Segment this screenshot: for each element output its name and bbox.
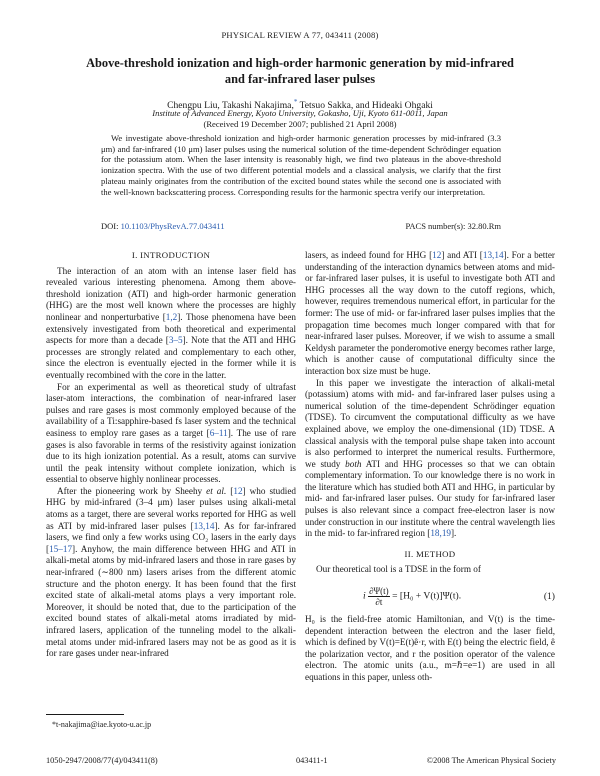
right-column [305, 250, 555, 684]
footer-page-number: 043411-1 [296, 756, 328, 765]
left-column [46, 250, 296, 660]
method-heading: II. METHOD [404, 548, 456, 559]
equation-fraction: $\frac{\partial\Psi(t)}{\partial t}$ [369, 586, 389, 608]
citation-link[interactable]: 1,2 [165, 311, 178, 322]
authors-rest: Tetsuo Sakka, and Hideaki Ohgaki [297, 100, 433, 112]
citation-link[interactable]: 6–11 [209, 427, 228, 438]
footnote-rule [46, 714, 124, 715]
intro-heading: I. INTRODUCTION [131, 250, 211, 260]
running-head: PHYSICAL REVIEW A 77, 043411 (2008) [221, 30, 379, 40]
method-paragraph: H₀ is the field-free atomic Hamiltonian, and V(t) is the time-dependent interaction between the electron and the laser field, which is defined by V(t)=E(t)ê·r, with E(t) being the electric field, ê the polarization vector, and r the position operator of the valence electron. The atomic units (a.u., m=ℏ=e=1) are used in all equations in this paper, unless oth- [305, 614, 555, 682]
title-line-1: Above-threshold ionization and high-order harmonic generation by mid-infrared [86, 56, 514, 70]
citation-link[interactable]: 18,19 [430, 528, 451, 539]
corresponding-author-mark[interactable]: * [293, 98, 298, 106]
abstract: We investigate above-threshold ionization and high-order harmonic generation processes by mid-infrared (3.3 μm) and far-infrared (10 μm) laser pulses using the numerical solution of the time-dependent Schrödinger equation for the potassium atom. When the laser intensity is reasonably high, we find two plateaus in the above-threshold ionization spectra. With the use of two different potential models and a classical analysis, we clarify that the first plateau mainly originates from the contribution of the excited bound states while the second one is associated with the well-known backscattering process. Corresponding results for the harmonic spectra verify our interpretation. [101, 133, 501, 197]
doi-line [101, 221, 501, 232]
footer-copyright: ©2008 The American Physical Society [426, 756, 556, 765]
intro-paragraph-3-continued: lasers, as indeed found for HHG [12] and ATI [13,14]. For a better understanding of the interaction dynamics between atoms and mid- or far-infrared laser pulses, it is useful to investigate both ATI and HHG processes all the way down to the cutoff regions, which, however, requires tremendous numerical effort, in particular for the former: The use of mid- or far-infrared laser pulses implies that the propagation time becomes much longer compared with that for near-infrared laser pulses. Moreover, if we wish to assume a small Keldysh parameter the ponderomotive energy becomes rather large, which is another cause of computational difficulty since the interaction box size must be huge. [305, 250, 555, 376]
affiliation: Institute of Advanced Energy, Kyoto University, Gokasho, Uji, Kyoto 611-0011, Japan [152, 108, 448, 118]
authors-first: Chengpu Liu, Takashi Nakajima, [167, 100, 294, 112]
equation-number: (1) [543, 591, 555, 603]
received-dates: (Received 19 December 2007; published 21 April 2008) [203, 119, 397, 129]
equation-1 [305, 582, 555, 610]
doi-label: DOI: [101, 221, 119, 231]
citation-link[interactable]: 13,14 [193, 520, 215, 531]
citation-link[interactable]: 12 [432, 250, 442, 260]
pacs-numbers: PACS number(s): 32.80.Rm [405, 221, 501, 231]
intro-paragraph-4: In this paper we investigate the interaction of alkali-metal (potassium) atoms with mid- and far-infrared laser pulses using a numerical solution of the time-dependent Schrödinger equation (TDSE). To circumvent the computational difficulty as we have explained above, we employ the one-dimensional (1D) TDSE. A classical analysis with the temporal pulse shape taken into account is also performed to interpret the numerical results. Furthermore, we study both ATI and HHG processes so that we can obtain complementary information. To our knowledge there is no work in the literature which has studied both ATI and HHG, in particular by mid- and far-infrared laser pulses. Our study for far-infrared laser pulses is also relevant since a compact free-electron laser is now under construction in our institute where the central wavelength lies in the mid- to far-infrared region [18,19]. [305, 377, 555, 539]
citation-link[interactable]: 3–5 [168, 335, 183, 346]
equation-body: i $\frac{\partial\Psi(t)}{\partial t}$ = [H₀ + V(t)]Ψ(t). [363, 586, 462, 608]
intro-paragraph-2: For an experimental as well as theoretical study of ultrafast laser-atom interactions, the combination of near-infrared laser pulses and rare gases is most commonly employed because of the availability of a Ti:sapphire-based fs laser system and the technical easiness to employ rare gases as a target [6–11]. The use of rare gases is also favorable in terms of the resistivity against ionization due to its high ionization potential. As a result, atoms can survive until the peak intensity without complete ionization, which is essential to observe highly nonlinear processes. [46, 381, 296, 485]
title-line-2: and far-infrared laser pulses [224, 71, 376, 86]
method-lead: Our theoretical tool is a TDSE in the form of [316, 564, 481, 575]
intro-paragraph-3: After the pioneering work by Sheehy et al. [12] who studied HHG by mid-infrared (3–4 μm) laser pulses using alkali-metal atoms as a target, there are several works reported for HHG as well as ATI by mid-infrared laser pulses [13,14]. As for far-infrared lasers, we find only a few works using CO₂ lasers in the early days [15–17]. Anyhow, the main difference between HHG and ATI in alkali-metal atoms by mid-infrared lasers and those in rare gases by near-infrared (∼800 nm) lasers arises from the different atomic structure and the photon energy. It has been found that the first excited state of alkali-metal atoms plays a very important role. Moreover, it should be noted that, due to the participation of the excited bound states of alkali-metal atoms irradiated by mid-infrared lasers, application of the tunneling model to the alkali-metal atoms under mid-infrared lasers may not be as good as it is for rare gases under near-infrared [46, 485, 297, 659]
citation-link[interactable]: 13,14 [482, 250, 504, 260]
citation-link[interactable]: 15–17 [49, 543, 73, 554]
footer-issn: 1050-2947/2008/77(4)/043411(8) [46, 756, 158, 765]
paper-title [40, 56, 560, 87]
doi-link[interactable]: 10.1103/PhysRevA.77.043411 [120, 221, 225, 231]
intro-paragraph-1: The interaction of an atom with an intense laser field has revealed various interesting phenomena. Among them above-threshold ionization (ATI) and high-order harmonic generation (HHG) are the most well known where the processes are highly nonlinear and nonperturbative [1,2]. Those phenomena have been extensively investigated from both theoretical and experimental aspects for more than a decade [3–5]. Note that the ATI and HHG processes are strongly related and complementary to each other, since the electron is eventually ejected in the former while it is eventually recombined with the core in the latter. [46, 265, 296, 380]
citation-link[interactable]: 12 [233, 485, 243, 496]
footnote-email[interactable]: *t-nakajima@iae.kyoto-u.ac.jp [52, 720, 152, 729]
